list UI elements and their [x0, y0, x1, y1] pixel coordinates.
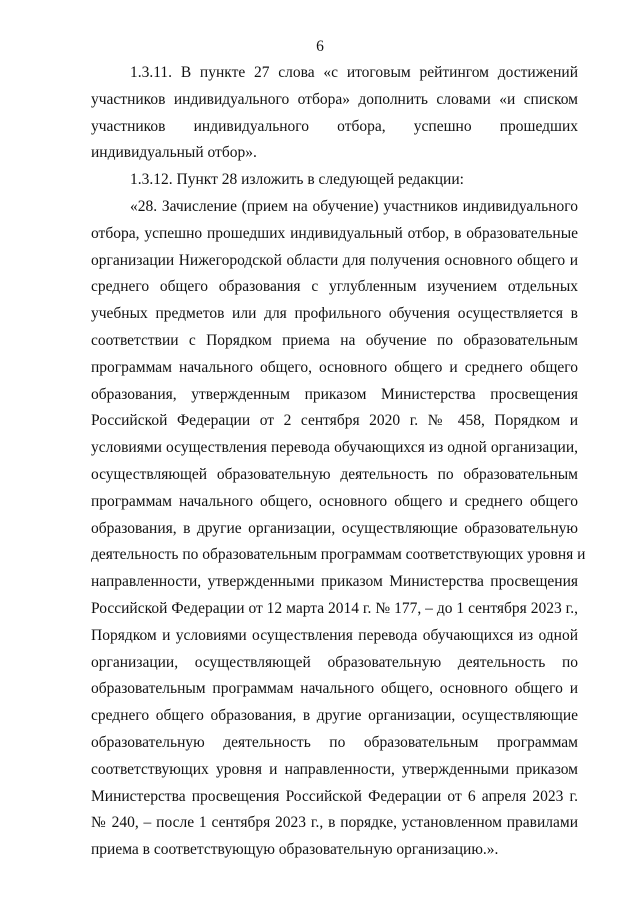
text-line: Министерства просвещения Российской Федерации от 6 апреля 2023 г.	[91, 787, 578, 805]
text-line: отбора, успешно прошедших индивидуальный отбор, в образовательные	[91, 224, 578, 242]
text-line: образования, в другие организации, осуществляющие образовательную	[91, 519, 578, 537]
text-line: программам начального общего, основного общего и среднего общего	[91, 358, 578, 376]
text-line: Российской Федерации от 2 сентября 2020 г. № 458, Порядком и	[91, 412, 578, 430]
text-line: деятельность по образовательным программам соответствующих уровня и	[91, 546, 586, 564]
text-line: программам начального общего, основного общего и среднего общего	[91, 492, 578, 510]
text-line: приема в соответствующую образовательную организацию.».	[91, 841, 499, 859]
text-line: Российской Федерации от 12 марта 2014 г. № 177, – до 1 сентября 2023 г.,	[91, 599, 578, 617]
document-body	[91, 60, 586, 864]
text-line: Порядком и условиями осуществления перевода обучающихся из одной	[91, 626, 578, 644]
text-line: участников индивидуального отбора» дополнить словами «и списком	[91, 90, 578, 108]
paragraph-28	[91, 194, 586, 864]
text-line: № 240, – после 1 сентября 2023 г., в порядке, установленном правилами	[91, 814, 578, 832]
paragraph-1-3-11	[91, 60, 578, 167]
text-line: среднего общего образования с углубленным изучением отдельных	[91, 278, 578, 296]
text-line: образовательным программам начального общего, основного общего и	[91, 680, 578, 698]
paragraph-1-3-12	[91, 167, 578, 194]
text-line: организации, осуществляющей образовательную деятельность по	[91, 653, 578, 671]
text-line: организации Нижегородской области для получения основного общего и	[91, 251, 578, 269]
text-line: осуществляющей образовательную деятельность по образовательным	[91, 465, 578, 483]
text-line: учебных предметов или для профильного обучения осуществляется в	[91, 305, 578, 323]
text-line: среднего общего образования, в другие организации, осуществляющие	[91, 707, 578, 725]
text-line: участников индивидуального отбора, успешно прошедших	[91, 117, 578, 135]
text-line: условиями осуществления перевода обучающихся из одной организации,	[91, 439, 578, 457]
text-line: образовательную деятельность по образовательным программам	[91, 733, 578, 751]
page-number: 6	[316, 38, 324, 55]
text-line: образования, утвержденным приказом Министерства просвещения	[91, 385, 578, 403]
text-line: «28. Зачисление (прием на обучение) участников индивидуального	[130, 197, 578, 215]
text-line: 1.3.11. В пункте 27 слова «с итоговым рейтингом достижений	[130, 64, 578, 81]
text-line: индивидуальный отбор».	[91, 144, 257, 162]
text-line: направленности, утвержденными приказом Министерства просвещения	[91, 573, 578, 591]
text-line: 1.3.12. Пункт 28 изложить в следующей редакции:	[130, 171, 464, 189]
text-line: соответствующих уровня и направленности, утвержденными приказом	[91, 760, 578, 778]
text-line: соответствии с Порядком приема на обучение по образовательным	[91, 331, 578, 349]
